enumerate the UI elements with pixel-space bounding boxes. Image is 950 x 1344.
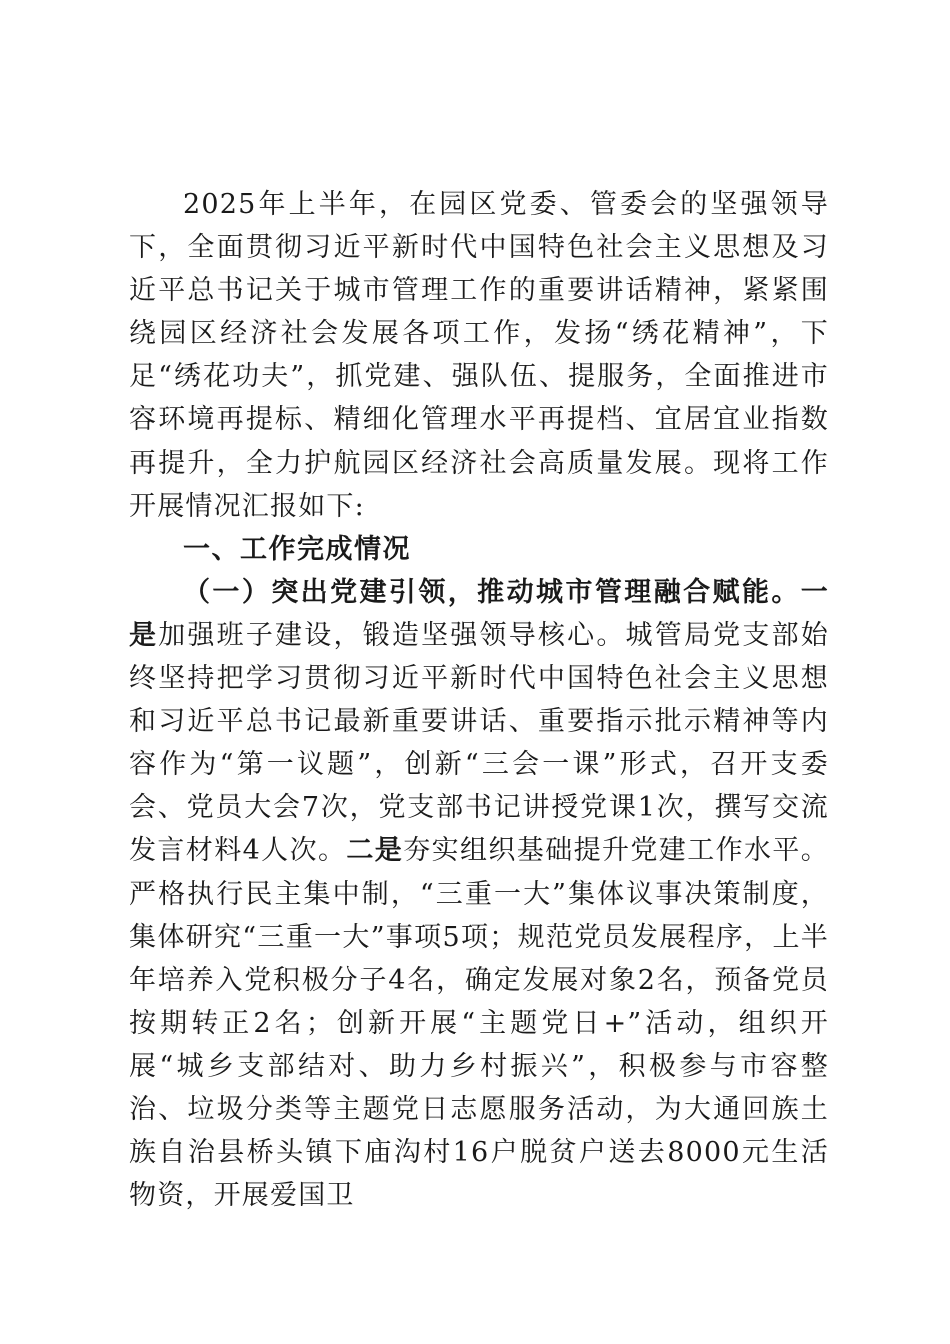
point-text-2: 夯实组织基础提升党建工作水平。严格执行民主集中制，“三重一大”集体议事决策制度，集体研究“三重一大”事项5项；规范党员发展程序，上半年培养入党积极分子4名，确定发展对象2名，预备党员按期转正2名；创新开展“主题党日+”活动，组织开展“城乡支部结对、助力乡村振兴”，积极参与市容整治、垃圾分类等主题党日志愿服务活动，为大通回族土族自治县桥头镇下庙沟村16户脱贫户送去8000元生活物资，开展爱国卫 (129, 835, 830, 1212)
point-label-2: 二是 (346, 835, 404, 867)
subsection-paragraph (129, 571, 829, 1217)
point-text-1: 加强班子建设，锻造坚强领导核心。城管局党支部始终坚持把学习贯彻习近平新时代中国特色社会主义思想和习近平总书记最新重要讲话、重要指示批示精神等内容作为“第一议题”，创新“三会一课”形式，召开支委会、党员大会7次，党支部书记讲授党课1次，撰写交流发言材料4人次。 (129, 619, 829, 867)
section-heading: 一、工作完成情况 (183, 533, 411, 565)
intro-text: 2025年上半年，在园区党委、管委会的坚强领导下，全面贯彻习近平新时代中国特色社会主义思想及习近平总书记关于城市管理工作的重要讲话精神，紧紧围绕园区经济社会发展各项工作，发扬“绣花精神”，下足“绣花功夫”，抓党建、强队伍、提服务，全面推进市容环境再提标、精细化管理水平再提档、宜居宜业指数再提升，全力护航园区经济社会高质量发展。现将工作开展情况汇报如下: (129, 189, 829, 522)
point-label-1: 一是 (129, 576, 829, 651)
subsection-title: （一）突出党建引领，推动城市管理融合赋能。 (183, 576, 801, 608)
document-body (129, 183, 829, 1217)
intro-paragraph (129, 183, 829, 528)
